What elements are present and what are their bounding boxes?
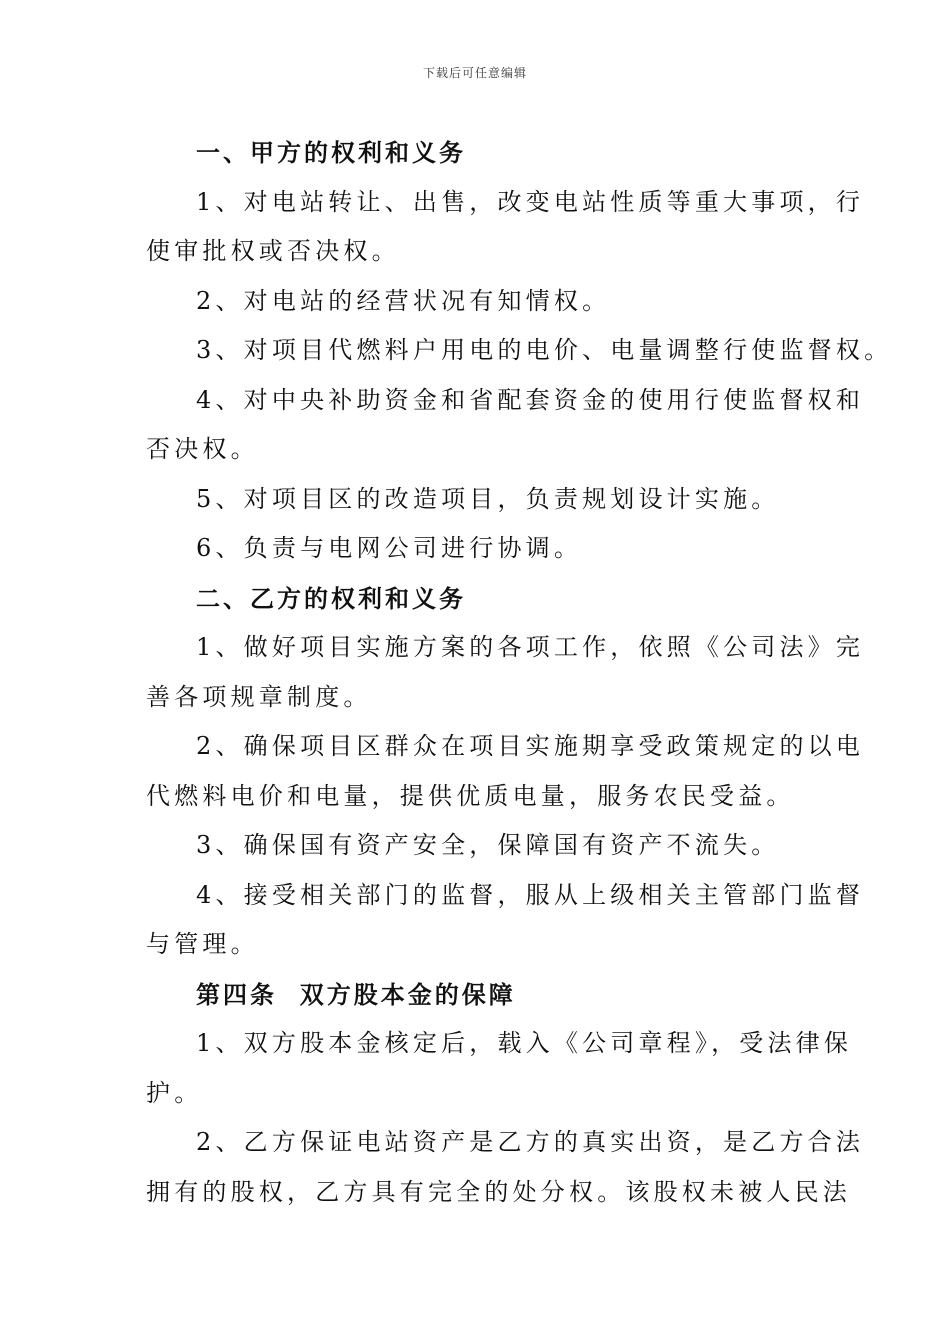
document-body: [146, 128, 893, 1217]
article-four-item-2-line-2: 拥有的股权，乙方具有完全的处分权。该股权未被人民法: [146, 1177, 851, 1206]
party-b-item-1-line-1: 1、做好项目实施方案的各项工作，依照《公司法》完: [196, 633, 865, 661]
party-a-item-1-line-2: 使审批权或否决权。: [146, 237, 400, 265]
article-four-item-1-line-1: 1、双方股本金核定后，载入《公司章程》，受法律保: [196, 1029, 853, 1057]
party-a-item-3: 3、对项目代燃料户用电的电价、电量调整行使监督权。: [196, 336, 893, 364]
party-a-item-1-line-1: 1、对电站转让、出售，改变电站性质等重大事项，行: [196, 187, 865, 216]
party-a-item-4-line-2: 否决权。: [146, 435, 259, 463]
party-b-item-3: 3、确保国有资产安全，保障国有资产不流失。: [196, 831, 780, 859]
party-b-item-4-line-1: 4、接受相关部门的监督，服从上级相关主管部门监督: [196, 880, 865, 909]
page-header-note: 下载后可任意编辑: [422, 66, 527, 80]
section-heading-party-a: 一、甲方的权利和义务: [196, 138, 466, 167]
party-a-item-6: 6、负责与电网公司进行协调。: [196, 534, 583, 562]
party-a-item-5: 5、对项目区的改造项目，负责规划设计实施。: [196, 484, 780, 513]
party-b-item-2-line-2: 代燃料电价和电量，提供优质电量，服务农民受益。: [146, 781, 795, 810]
party-b-item-1-line-2: 善各项规章制度。: [146, 682, 372, 711]
party-b-item-2-line-1: 2、确保项目区群众在项目实施期享受政策规定的以电: [196, 732, 865, 760]
party-a-item-4-line-1: 4、对中央补助资金和省配套资金的使用行使监督权和: [196, 385, 865, 414]
article-four-item-2-line-1: 2、乙方保证电站资产是乙方的真实出资，是乙方合法: [196, 1128, 865, 1156]
party-a-item-2: 2、对电站的经营状况有知情权。: [196, 286, 611, 315]
party-b-item-4-line-2: 与管理。: [146, 930, 259, 958]
article-four-item-1-line-2: 护。: [146, 1078, 203, 1107]
article-four-heading: 第四条 双方股本金的保障: [196, 979, 516, 1009]
section-heading-party-b: 二、乙方的权利和义务: [196, 583, 466, 613]
